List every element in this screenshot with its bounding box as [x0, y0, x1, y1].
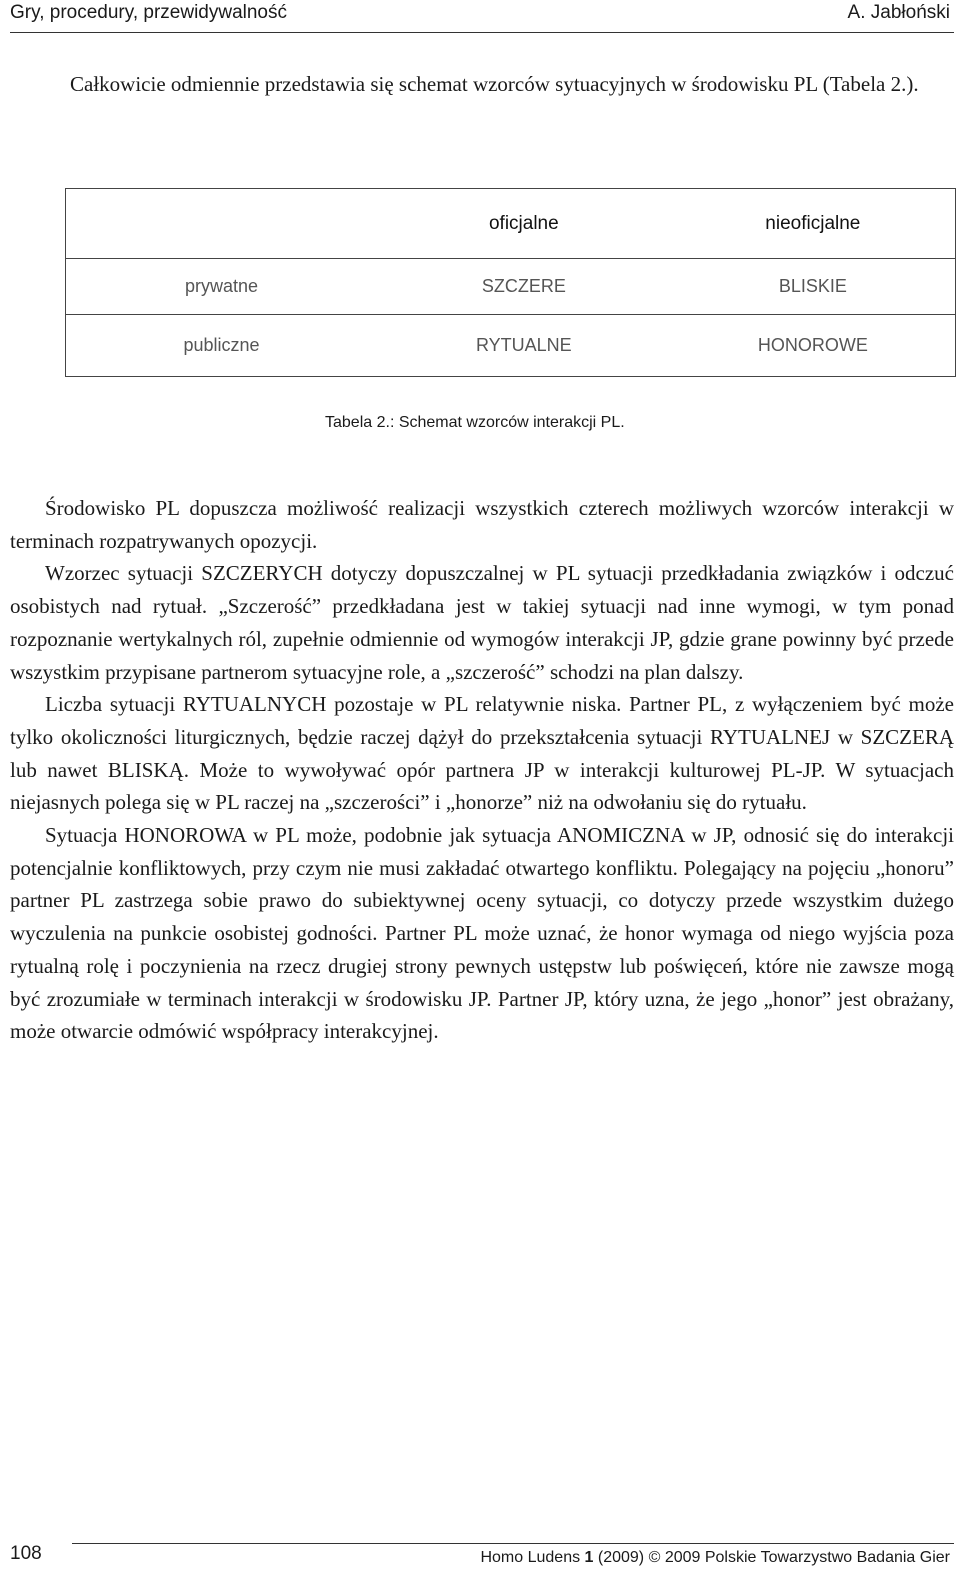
table-row [66, 315, 956, 377]
paragraph: Środowisko PL dopuszcza możliwość realizacji wszystkich czterech możliwych wzorców interakcji w terminach rozpatrywanych opozycji. [10, 496, 954, 553]
running-header [10, 0, 954, 33]
header-title: Gry, procedury, przewidywalność [10, 2, 288, 23]
table-cell: SZCZERE [377, 259, 671, 315]
paragraph: Liczba sytuacji RYTUALNYCH pozostaje w PL relatywnie niska. Partner PL, z wyłączeniem być może tylko okoliczności liturgicznych, będzie raczej dążył do przekształcenia sytuacji RYTUALNEJ w SZCZERĄ lub nawet BLISKĄ. Może to wywoływać opór partnera JP w interakcji kulturowej PL-JP. W sytuacjach niejasnych polega się w PL raczej na „szczerości” i „honorze” niż na odwołaniu się do rytuału. [10, 692, 954, 815]
footer-credit [480, 1549, 950, 1567]
table-caption: Tabela 2.: Schemat wzorców interakcji PL. [325, 414, 625, 431]
issue-number: 1 [584, 1549, 594, 1566]
copyright-text: (2009) © 2009 Polskie Towarzystwo Badania Gier [593, 1549, 950, 1566]
table-row [66, 259, 956, 315]
column-header-unofficial: nieoficjalne [765, 212, 861, 234]
page-number: 108 [10, 1543, 42, 1564]
page-footer [10, 1543, 954, 1573]
table-corner-cell [66, 189, 378, 259]
paragraph: Sytuacja HONOROWA w PL może, podobnie jak sytuacja ANOMICZNA w JP, odnosić się do interakcji potencjalnie konfliktowych, przy czym nie musi zakładać otwartego konfliktu. Polegający na pojęciu „honoru” partner PL zastrzega sobie prawo do subiektywnej oceny sytuacji, co dotyczy przede wszystkim dużego wyczulenia na punkcie osobistej godności. Partner PL może uznać, że honor wymaga od niego wyjścia poza rytualną rolę i poczynienia na rzecz drugiej strony pewnych ustępstw lub poświęceń, które nie zawsze mogą być zrozumiałe w terminach interakcji w środowisku JP. Partner JP, który uzna, że jego „honor” jest obrażany, może otwarcie odmówić współpracy interakcyjnej. [10, 823, 954, 1044]
table-cell: BLISKIE [671, 259, 956, 315]
paragraph: Wzorzec sytuacji SZCZERYCH dotyczy dopuszczalnej w PL sytuacji przedkładania związków i odczuć osobistych nad rytuał. „Szczerość” przedkładana jest w takiej sytuacji nad inne wymogi, w tym ponad rozpoznanie wertykalnych ról, zupełnie odmiennie od wymogów interakcji JP, gdzie grane powinny być przede wszystkim przypisane partnerom sytuacyjne role, a „szczerość” schodzi na plan dalszy. [10, 561, 954, 684]
table-cell: RYTUALNE [475, 335, 572, 355]
intro-paragraph: Całkowicie odmiennie przedstawia się schemat wzorców sytuacyjnych w środowisku PL (Tabela 2.). [70, 72, 919, 96]
journal-name: Homo Ludens [480, 1549, 585, 1566]
footer-divider [72, 1543, 954, 1544]
column-header-official: oficjalne [488, 212, 559, 234]
table-cell: HONOROWE [757, 335, 868, 355]
header-author: A. Jabłoński [847, 2, 950, 23]
row-header-public: publiczne [183, 335, 260, 355]
table-header-row [66, 189, 956, 259]
body-text [10, 492, 954, 1048]
interaction-scheme-table [65, 188, 956, 377]
row-header-private: prywatne [66, 259, 378, 315]
